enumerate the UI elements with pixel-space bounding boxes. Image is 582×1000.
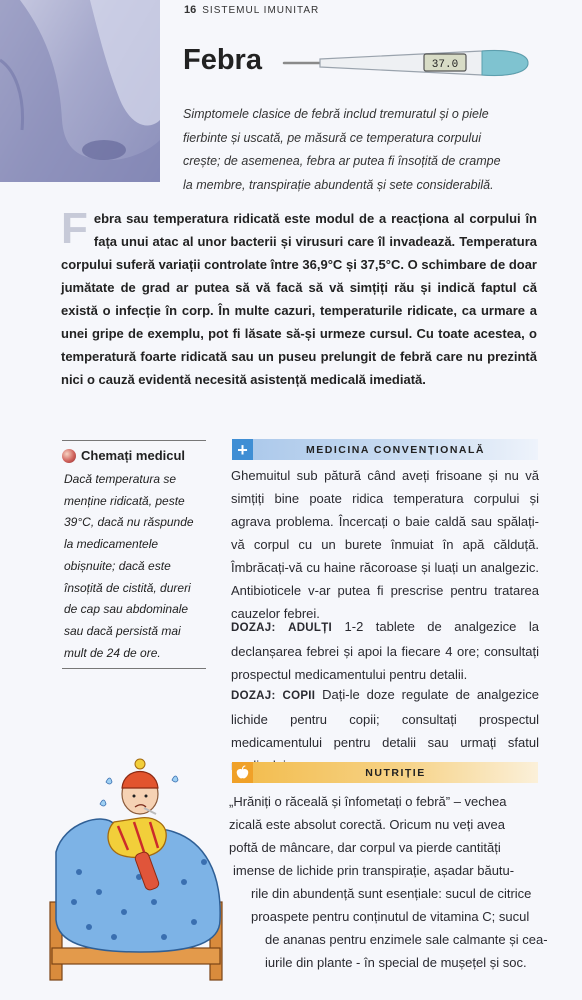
drop-cap: F: [61, 204, 88, 253]
sidebar-top-rule: [62, 440, 206, 441]
sidebar-line: Dacă temperatura se: [64, 472, 177, 486]
face-photo-graphic: [0, 0, 160, 182]
intro-text: [183, 103, 521, 197]
conventional-medicine-header: [232, 439, 538, 460]
bullet-ball-icon: [62, 449, 76, 463]
nutrition-line: iurile din plante - în special de mușețel și soc.: [265, 955, 527, 970]
sidebar-line: 39°C, dacă nu răspunde: [64, 515, 194, 530]
sidebar-text: [64, 469, 214, 664]
lead-paragraph: [61, 204, 537, 391]
intro-line: crește; de asemenea, febra ar putea fi însoțită de crampe: [183, 154, 501, 168]
nutrition-line: proaspete pentru conținutul de vitamina C; sucul: [251, 909, 530, 924]
intro-line: fierbinte și uscată, pe măsură ce temperatura corpului: [183, 130, 482, 145]
sidebar-line: menține ridicată, peste: [64, 493, 185, 508]
sidebar-line: mult de 24 de ore.: [64, 645, 161, 660]
conventional-medicine-title: MEDICINA CONVENȚIONALĂ: [305, 443, 486, 456]
nutrition-line: rile din abundență sunt esențiale: sucul de citrice: [251, 886, 532, 901]
dosage-children-text: Dați-le doze regulate de analgezice lichide pentru copii; consultați prospectul medicamentului pentru detalii sau urmați sfatul: [231, 687, 539, 750]
page-number: 16: [184, 4, 197, 16]
sidebar-bottom-rule: [62, 668, 206, 669]
dosage-label: DOZAJ:: [231, 622, 276, 634]
face-photo: [0, 0, 160, 182]
sidebar-line: obișnuite; dacă este: [64, 558, 171, 573]
dosage-group-adults: ADULȚI: [288, 622, 333, 634]
dosage-adults: [231, 615, 539, 686]
nutrition-text: [229, 790, 548, 974]
dosage-adults-text: 1-2 tablete de analgezice la declanșarea febrei și apoi la fiecare 4 ore; consultați prospectul medicamentului pentru detalii.: [231, 619, 539, 682]
section-name: SISTEMUL IMUNITAR: [202, 5, 320, 16]
dosage-group-children: COPII: [282, 690, 316, 702]
thermometer-reading: 37.0: [431, 59, 459, 71]
plus-cross-icon: +: [232, 439, 253, 460]
sidebar-line: însoțită de cistită, dureri: [64, 580, 191, 595]
sidebar-title: [62, 448, 185, 463]
sidebar-line: sau dacă persistă mai: [64, 623, 181, 638]
sidebar-title-text: Chemați medicul: [81, 448, 186, 463]
thermometer-icon: [282, 43, 530, 83]
nutrition-header: [232, 762, 538, 783]
conventional-medicine-text: Ghemuitul sub pătură când aveți frisoane și nu vă simțiți bine poate ridica temperatura corpului și agrava problema. Încercați o baie caldă sau spălați-vă corpul cu un burete înmuiat în apă călduță. Îmbrăcați-vă cu haine răcoroase și luați un analgezic. Antibioticele v-ar putea fi prescrise pentru tratarea cauzelor febrei.: [231, 468, 539, 621]
nutrition-line: zicală este absolut corectă. Oricum nu veți avea: [229, 817, 506, 832]
running-head: [184, 4, 319, 16]
sidebar-line: de cap sau abdominale: [64, 602, 189, 617]
lead-text: ebra sau temperatura ridicată este modul de a reacționa al corpului în fața unui atac al unor bacterii și virusuri care îl invadează. Temperatura corpului suferă variații controlate între 36,9°C și 37,5°C. O schimbare de doar jumătate de grad ar putea să vă facă să vă simțiți rău și indică faptul că există o infecție în corp. În multe cazuri, temperaturile ridicate, ca urmare a unei gripe de exemplu, pot fi lăsate să-și urmeze cursul. Cu toate acestea, o temperatură foarte ridicată sau un puseu prelungit de febră care nu prezintă nici o cauză evidentă necesită asistență medicală imediată.: [61, 211, 537, 387]
page-title: Febra: [183, 44, 262, 76]
nutrition-title: NUTRIȚIE: [365, 766, 426, 779]
dosage-label: DOZAJ:: [231, 690, 276, 702]
nutrition-line: poftă de mâncare, dar corpul va pierde cantități: [229, 840, 501, 855]
sick-person-in-bed-illustration: [44, 752, 244, 982]
intro-line: Simptomele clasice de febră includ tremuratul și o piele: [183, 107, 489, 121]
nutrition-line: „Hrăniți o răceală și înfometați o febră” – vechea: [229, 794, 507, 809]
nutrition-line: imense de lichide prin transpirație, așadar băutu-: [233, 863, 515, 878]
nutrition-line: de ananas pentru enzimele sale calmante și cea-: [265, 932, 548, 947]
intro-line: la membre, transpirație abundentă și sete considerabilă.: [183, 177, 494, 192]
sidebar-line: la medicamentele: [64, 537, 159, 552]
